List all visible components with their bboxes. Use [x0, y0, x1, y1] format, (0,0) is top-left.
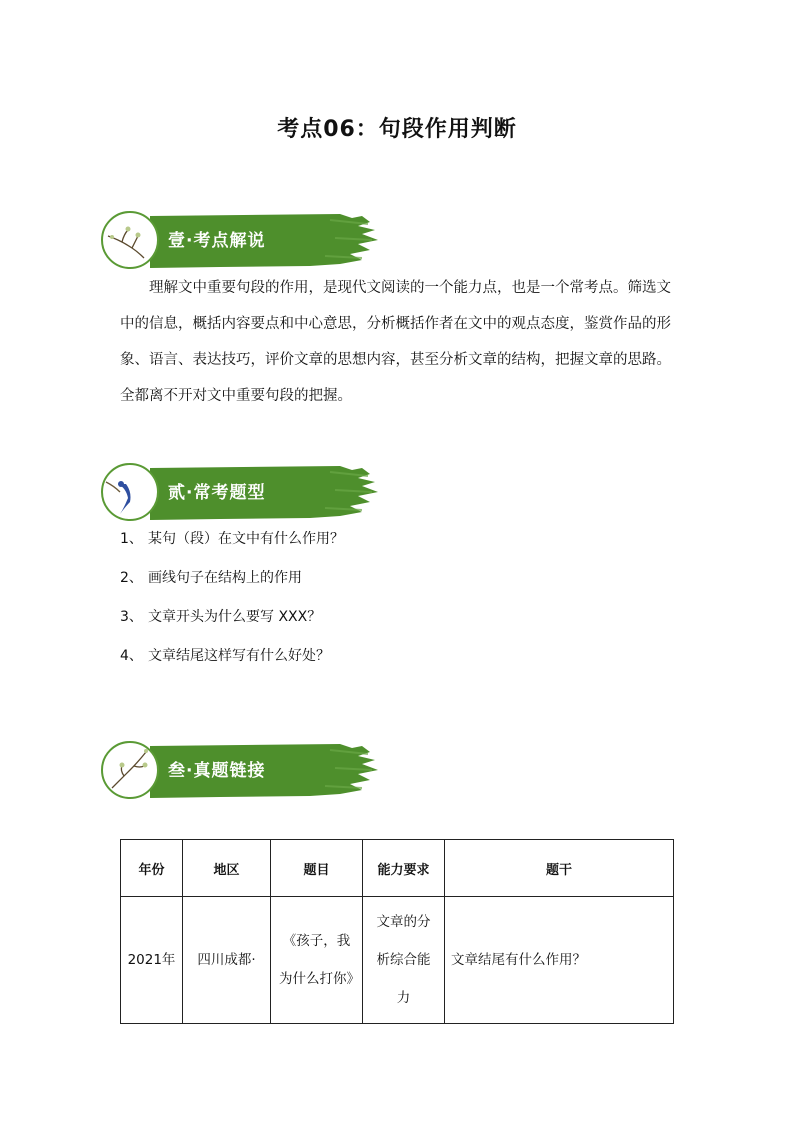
table-header-row [121, 840, 674, 897]
section-label: 壹·考点解说 [168, 231, 266, 251]
section-header-3 [100, 740, 380, 802]
cell-year: 2021年 [121, 897, 183, 1024]
list-item: 2、 画线句子在结构上的作用 [120, 570, 302, 586]
exam-link-table [120, 839, 674, 1024]
header-topic: 题目 [271, 840, 363, 897]
table-row [121, 897, 674, 1024]
cell-stem: 文章结尾有什么作用？ [445, 897, 674, 1024]
list-item: 4、 文章结尾这样写有什么好处？ [120, 648, 330, 664]
list-item: 1、 某句（段）在文中有什么作用？ [120, 531, 344, 547]
header-stem: 题干 [445, 840, 674, 897]
header-region: 地区 [183, 840, 271, 897]
question-type-list [120, 525, 344, 681]
section-label: 贰·常考题型 [168, 483, 266, 503]
list-item: 3、 文章开头为什么要写 XXX？ [120, 609, 322, 625]
section-header-1 [100, 210, 380, 272]
section-label: 叁·真题链接 [168, 761, 266, 781]
header-year: 年份 [121, 840, 183, 897]
section-header-2 [100, 462, 380, 524]
explanation-paragraph: 理解文中重要句段的作用，是现代文阅读的一个能力点，也是一个常考点。筛选文中的信息，概括内容要点和中心意思，分析概括作者在文中的观点态度，鉴赏作品的形象、语言、表达技巧，评价文章的思想内容，甚至分析文章的结构，把握文章的思路。全都离不开对文中重要句段的把握。 [120, 280, 671, 404]
cell-topic: 《孩子，我为什么打你》 [271, 897, 363, 1024]
header-ability: 能力要求 [363, 840, 445, 897]
cell-ability: 文章的分析综合能力 [363, 897, 445, 1024]
page-title: 考点06：句段作用判断 [277, 117, 517, 142]
cell-region: 四川成都· [183, 897, 271, 1024]
